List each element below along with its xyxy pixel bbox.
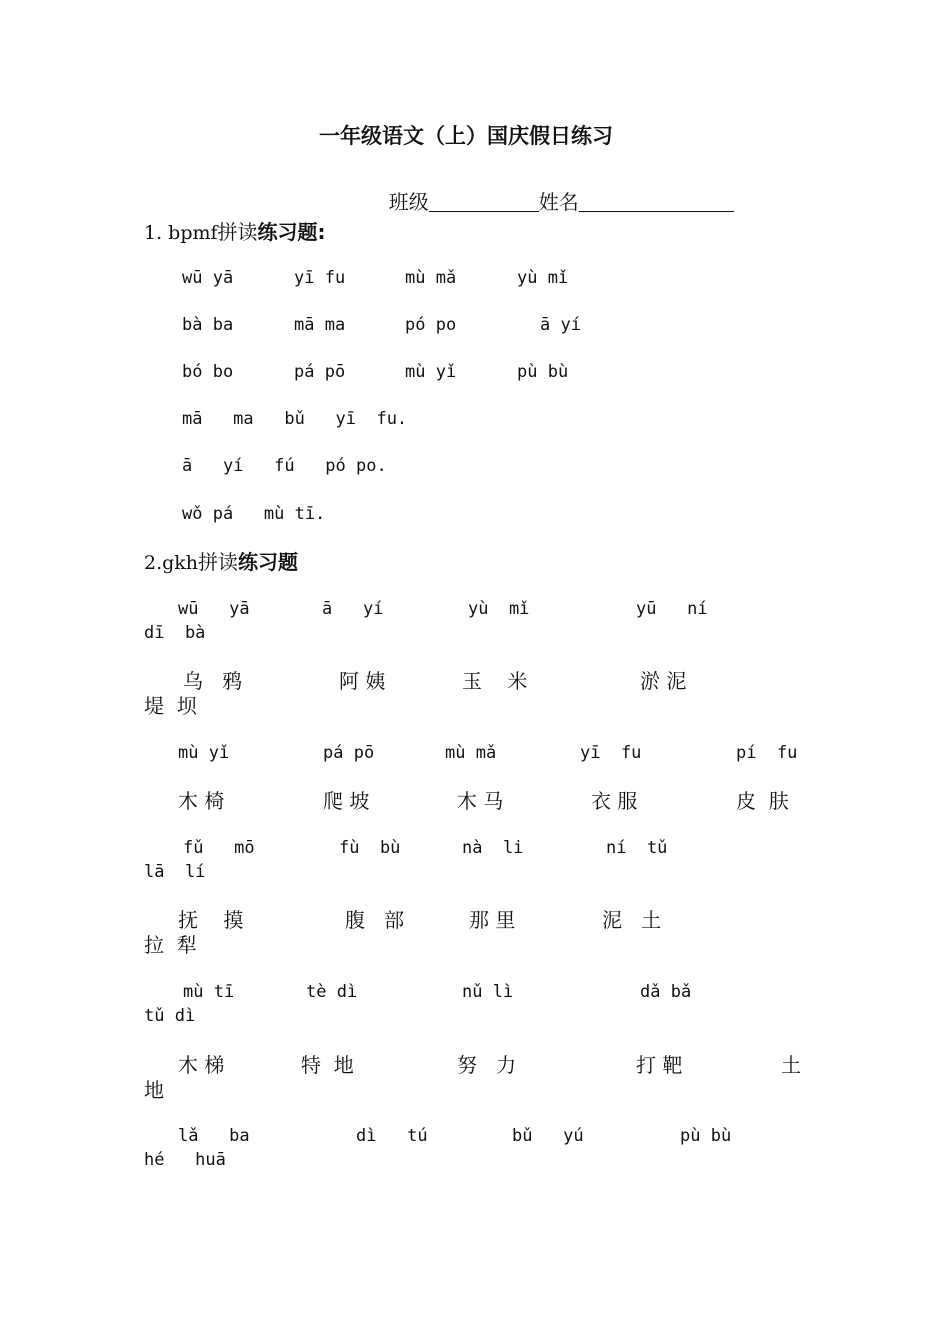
- s2-r1-hz-wrap: 堤 坝: [144, 694, 197, 718]
- s2-r2-py-2: pá pō: [323, 743, 375, 763]
- s2-r2-py-1: mù yǐ: [178, 743, 230, 763]
- s2-r2-hz-2: 爬 坡: [323, 789, 370, 813]
- s2-r3-hz-wrap: 拉 犁: [144, 933, 197, 957]
- s2-r2-py-3: mù mǎ: [445, 743, 497, 763]
- s2-r1-hz-1: 乌 鸦: [183, 669, 243, 693]
- s2-r2-hz-4: 衣 服: [591, 789, 638, 813]
- s1-r3-c2: pá pō: [294, 362, 346, 382]
- s2-r1-py-4: yū ní: [636, 599, 708, 619]
- s2-r2-hz-1: 木 椅: [178, 789, 225, 813]
- section2-label-bold: 练习题: [238, 550, 299, 574]
- s2-r3-hz-4: 泥 土: [602, 908, 662, 932]
- s2-r1-hz-4: 淤 泥: [640, 669, 687, 693]
- section1-label-bold: 练习题:: [257, 220, 326, 244]
- s2-r4-hz-4: 打 靶: [636, 1053, 683, 1077]
- s1-r1-c1: wū yā: [182, 268, 234, 288]
- s2-r5-py-wrap: hé huā: [144, 1150, 226, 1170]
- s2-r2-hz-3: 木 马: [457, 789, 504, 813]
- s2-r5-py-2: dì tú: [356, 1126, 428, 1146]
- s2-r4-py-3: nǔ lì: [462, 982, 514, 1002]
- section2-number: 2.gkh: [144, 552, 199, 574]
- s2-r3-hz-3: 那 里: [469, 908, 516, 932]
- s2-r1-hz-3: 玉 米: [462, 669, 528, 693]
- s2-r4-hz-3: 努 力: [457, 1053, 517, 1077]
- s2-r1-hz-2: 阿 姨: [339, 669, 386, 693]
- section1-heading: [144, 222, 326, 243]
- section1-number: 1. bpmf: [144, 222, 218, 244]
- s1-r2-c2: mā ma: [294, 315, 346, 335]
- s2-r5-py-1: lǎ ba: [178, 1126, 250, 1146]
- page-title: 一年级语文（上）国庆假日练习: [319, 124, 613, 148]
- s1-r3-c4: pù bù: [517, 362, 569, 382]
- s1-sentence-1: mā ma bǔ yī fu.: [182, 409, 408, 429]
- s2-r4-py-4: dǎ bǎ: [640, 982, 692, 1002]
- s1-r3-c1: bó bo: [182, 362, 234, 382]
- s2-r4-hz-2: 特 地: [301, 1053, 354, 1077]
- s2-r5-py-4: pù bù: [680, 1126, 732, 1146]
- s2-r1-py-wrap: dī bà: [144, 623, 206, 643]
- s2-r3-py-1: fǔ mō: [183, 838, 255, 858]
- s1-r1-c4: yù mǐ: [517, 268, 569, 288]
- s1-r2-c3: pó po: [405, 315, 457, 335]
- s2-r5-py-3: bǔ yú: [512, 1126, 584, 1146]
- s2-r3-py-4: ní tǔ: [606, 838, 668, 858]
- class-blank[interactable]: [429, 193, 539, 212]
- s2-r3-py-wrap: lā lí: [144, 862, 206, 882]
- section2-heading: [144, 552, 298, 573]
- section1-label-plain: 拼读: [217, 220, 258, 244]
- s1-r2-c4: ā yí: [540, 315, 581, 335]
- s2-r2-hz-5: 皮 肤: [736, 789, 789, 813]
- s2-r3-py-3: nà li: [462, 838, 524, 858]
- s2-r4-hz-1: 木 梯: [178, 1053, 225, 1077]
- s2-r4-hz-wrap: 地: [144, 1078, 164, 1102]
- name-blank[interactable]: [579, 193, 734, 212]
- s2-r1-py-1: wū yā: [178, 599, 250, 619]
- s1-sentence-2: ā yí fú pó po.: [182, 456, 387, 476]
- s2-r4-py-wrap: tǔ dì: [144, 1006, 196, 1026]
- name-label: 姓名: [538, 190, 579, 214]
- student-info-line: [376, 172, 734, 212]
- s1-sentence-3: wǒ pá mù tī.: [182, 504, 326, 524]
- s2-r3-py-2: fù bù: [339, 838, 401, 858]
- s1-r2-c1: bà ba: [182, 315, 234, 335]
- s2-r4-py-2: tè dì: [306, 982, 358, 1002]
- s1-r1-c3: mù mǎ: [405, 268, 457, 288]
- s2-r3-hz-1: 抚 摸: [178, 908, 244, 932]
- s2-r2-py-5: pí fu: [736, 743, 798, 763]
- s2-r1-py-3: yù mǐ: [468, 599, 530, 619]
- class-label: 班级: [388, 190, 429, 214]
- section2-label-plain: 拼读: [198, 550, 239, 574]
- s2-r2-py-4: yī fu: [580, 743, 642, 763]
- s2-r3-hz-2: 腹 部: [345, 908, 405, 932]
- s2-r4-py-1: mù tī: [183, 982, 235, 1002]
- s1-r1-c2: yī fu: [294, 268, 346, 288]
- s2-r4-hz-5: 土: [781, 1053, 801, 1077]
- s1-r3-c3: mù yǐ: [405, 362, 457, 382]
- s2-r1-py-2: ā yí: [322, 599, 384, 619]
